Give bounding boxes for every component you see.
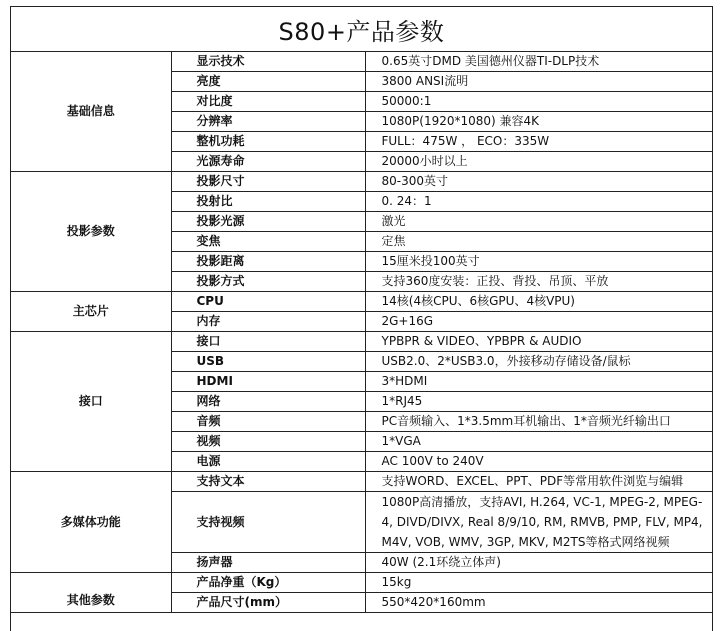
- title-row: [11, 7, 712, 52]
- category-cell: 多媒体功能: [11, 472, 171, 573]
- category-cell: 投影参数: [11, 172, 171, 292]
- param-value-cell: 15kg: [365, 573, 712, 593]
- param-name-cell: 扬声器: [171, 553, 365, 573]
- param-value-cell: 2G+16G: [365, 312, 712, 332]
- param-name-cell: 变焦: [171, 232, 365, 252]
- param-name-cell: 内存: [171, 312, 365, 332]
- param-name-cell: 亮度: [171, 72, 365, 92]
- param-value-cell: 定焦: [365, 232, 712, 252]
- param-name-cell: CPU: [171, 292, 365, 312]
- param-name-cell: 整机功耗: [171, 132, 365, 152]
- param-name-cell: 投影光源: [171, 212, 365, 232]
- category-cell: 接口: [11, 332, 171, 472]
- spec-sheet: [10, 6, 713, 631]
- param-name-cell: 分辨率: [171, 112, 365, 132]
- param-value-cell: 1*RJ45: [365, 392, 712, 412]
- param-value-cell: 0. 24：1: [365, 192, 712, 212]
- param-value-cell: 14核(4核CPU、6核GPU、4核VPU): [365, 292, 712, 312]
- param-value-cell: 3*HDMI: [365, 372, 712, 392]
- param-name-cell: 产品净重（Kg）: [171, 573, 365, 593]
- param-value-cell: PC音频输入、1*3.5mm耳机输出、1*音频光纤输出口: [365, 412, 712, 432]
- param-name-cell: 投射比: [171, 192, 365, 212]
- param-value-cell: FULL：475W ， ECO：335W: [365, 132, 712, 152]
- param-name-cell: HDMI: [171, 372, 365, 392]
- category-cell: 主芯片: [11, 292, 171, 332]
- param-value-cell: 15厘米投100英寸: [365, 252, 712, 272]
- param-name-cell: 视频: [171, 432, 365, 452]
- table-row: [11, 573, 712, 593]
- table-row: [11, 472, 712, 492]
- param-name-cell: 投影尺寸: [171, 172, 365, 192]
- param-name-cell: 产品尺寸(mm）: [171, 593, 365, 613]
- category-cell: 基础信息: [11, 52, 171, 172]
- spec-table: [11, 52, 712, 613]
- param-name-cell: 投影距离: [171, 252, 365, 272]
- param-value-cell: 20000小时以上: [365, 152, 712, 172]
- param-value-cell: 80-300英寸: [365, 172, 712, 192]
- param-name-cell: 显示技术: [171, 52, 365, 72]
- table-row: [11, 332, 712, 352]
- param-value-cell: 支持WORD、EXCEL、PPT、PDF等常用软件浏览与编辑: [365, 472, 712, 492]
- param-value-cell: YPBPR & VIDEO、YPBPR & AUDIO: [365, 332, 712, 352]
- param-value-cell: 1080P(1920*1080) 兼容4K: [365, 112, 712, 132]
- param-value-cell: 激光: [365, 212, 712, 232]
- param-value-cell: 1*VGA: [365, 432, 712, 452]
- param-name-cell: 支持文本: [171, 472, 365, 492]
- table-row: [11, 172, 712, 192]
- param-value-cell: 3800 ANSI流明: [365, 72, 712, 92]
- param-value-cell: 550*420*160mm: [365, 593, 712, 613]
- param-value-cell: USB2.0、2*USB3.0，外接移动存储设备/鼠标: [365, 352, 712, 372]
- param-name-cell: 电源: [171, 452, 365, 472]
- table-row: [11, 292, 712, 312]
- param-name-cell: 网络: [171, 392, 365, 412]
- param-value-cell: 40W (2.1环绕立体声): [365, 553, 712, 573]
- param-value-cell: 0.65英寸DMD 美国德州仪器TI-DLP技术: [365, 52, 712, 72]
- param-name-cell: 光源寿命: [171, 152, 365, 172]
- param-value-cell: 1080P高清播放，支持AVI, H.264, VC-1, MPEG-2, MPEG-4, DIVD/DIVX, Real 8/9/10, RM, RMVB, PMP, FLV, MP4, M4V, VOB, WMV, 3GP, MKV, M2TS等格式网络视频: [365, 492, 712, 553]
- param-name-cell: USB: [171, 352, 365, 372]
- param-name-cell: 支持视频: [171, 492, 365, 553]
- param-name-cell: 接口: [171, 332, 365, 352]
- param-name-cell: 投影方式: [171, 272, 365, 292]
- category-cell: 其他参数: [11, 573, 171, 613]
- param-name-cell: 音频: [171, 412, 365, 432]
- param-value-cell: 支持360度安装：正投、背投、吊顶、平放: [365, 272, 712, 292]
- param-value-cell: AC 100V to 240V: [365, 452, 712, 472]
- page-title: S80+产品参数: [278, 17, 445, 46]
- table-row: [11, 52, 712, 72]
- param-value-cell: 50000:1: [365, 92, 712, 112]
- param-name-cell: 对比度: [171, 92, 365, 112]
